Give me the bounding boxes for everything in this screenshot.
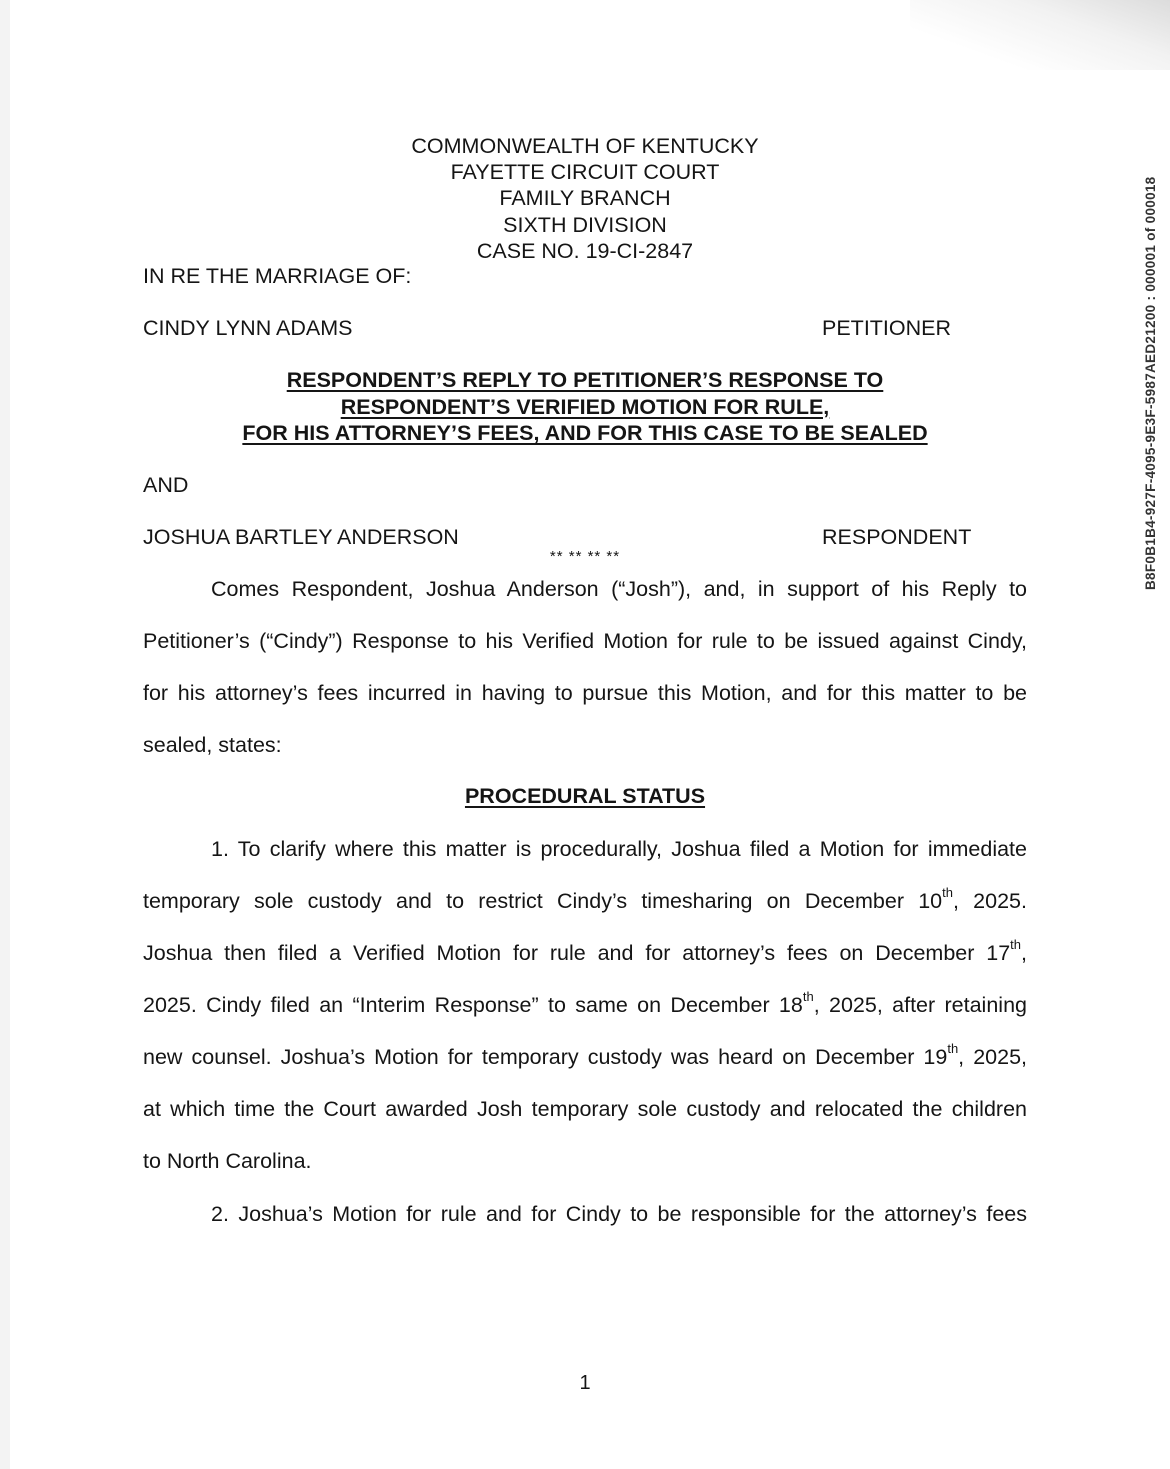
document-title: [0, 367, 1170, 447]
caption-line: FAYETTE CIRCUIT COURT: [450, 160, 720, 185]
paragraph-line: to North Carolina.: [143, 1149, 312, 1173]
caption-line: COMMONWEALTH OF KENTUCKY: [411, 134, 759, 158]
paragraph-line: temporary sole custody and to restrict Cindy’s timesharing on December 10th, 2025.: [143, 884, 1027, 913]
petitioner-name: CINDY LYNN ADAMS: [143, 316, 353, 340]
paragraph-line: 1. To clarify where this matter is procedurally, Joshua filed a Motion for immediate: [211, 837, 1027, 861]
page-number: 1: [579, 1372, 591, 1394]
title-line: RESPONDENT’S REPLY TO PETITIONER’S RESPONSE TO: [286, 368, 884, 392]
caption-line: FAMILY BRANCH: [499, 186, 671, 211]
page-corner-shadow: [910, 0, 1170, 70]
paragraph-line: new counsel. Joshua’s Motion for temporary custody was heard on December 19th, 2025,: [143, 1040, 1028, 1069]
in-re-label: IN RE THE MARRIAGE OF:: [143, 264, 412, 288]
intro-paragraph: [143, 576, 1027, 784]
court-caption: [0, 133, 1170, 264]
paragraph-line: Petitioner’s (“Cindy”) Response to his Verified Motion for rule to be issued against Cindy,: [143, 629, 1027, 653]
case-number: CASE NO. 19-CI-2847: [476, 238, 694, 263]
paragraph-line: at which time the Court awarded Josh temporary sole custody and relocated the children: [143, 1097, 1027, 1121]
document-id-stamp: B8F0B1B4-927F-4095-9E3F-5987AED21200 : 000001 of 000018: [1143, 176, 1158, 590]
respondent-name: JOSHUA BARTLEY ANDERSON: [143, 525, 459, 549]
paragraph-1: [143, 836, 1027, 1200]
paragraph-2: [143, 1201, 1027, 1253]
section-heading: PROCEDURAL STATUS: [464, 784, 706, 808]
title-line: RESPONDENT’S VERIFIED MOTION FOR RULE,: [340, 394, 830, 419]
paragraph-line: Joshua then filed a Verified Motion for rule and for attorney’s fees on December 17th,: [143, 936, 1027, 965]
paragraph-line: sealed, states:: [143, 733, 282, 757]
paragraph-line: 2025. Cindy filed an “Interim Response” to same on December 18th, 2025, after retaining: [143, 988, 1027, 1017]
and-label: AND: [143, 473, 189, 497]
respondent-role: RESPONDENT: [822, 525, 972, 549]
paragraph-line: for his attorney’s fees incurred in having to pursue this Motion, and for this matter to be: [143, 681, 1027, 705]
paragraph-line: 2. Joshua’s Motion for rule and for Cindy to be responsible for the attorney’s fees: [211, 1202, 1027, 1226]
petitioner-role: PETITIONER: [822, 316, 952, 340]
caption-line: SIXTH DIVISION: [503, 212, 667, 237]
section-separator: ** ** ** **: [549, 548, 621, 565]
title-line: FOR HIS ATTORNEY’S FEES, AND FOR THIS CASE TO BE SEALED: [242, 421, 928, 446]
paragraph-line: Comes Respondent, Joshua Anderson (“Josh”), and, in support of his Reply to: [211, 577, 1027, 601]
